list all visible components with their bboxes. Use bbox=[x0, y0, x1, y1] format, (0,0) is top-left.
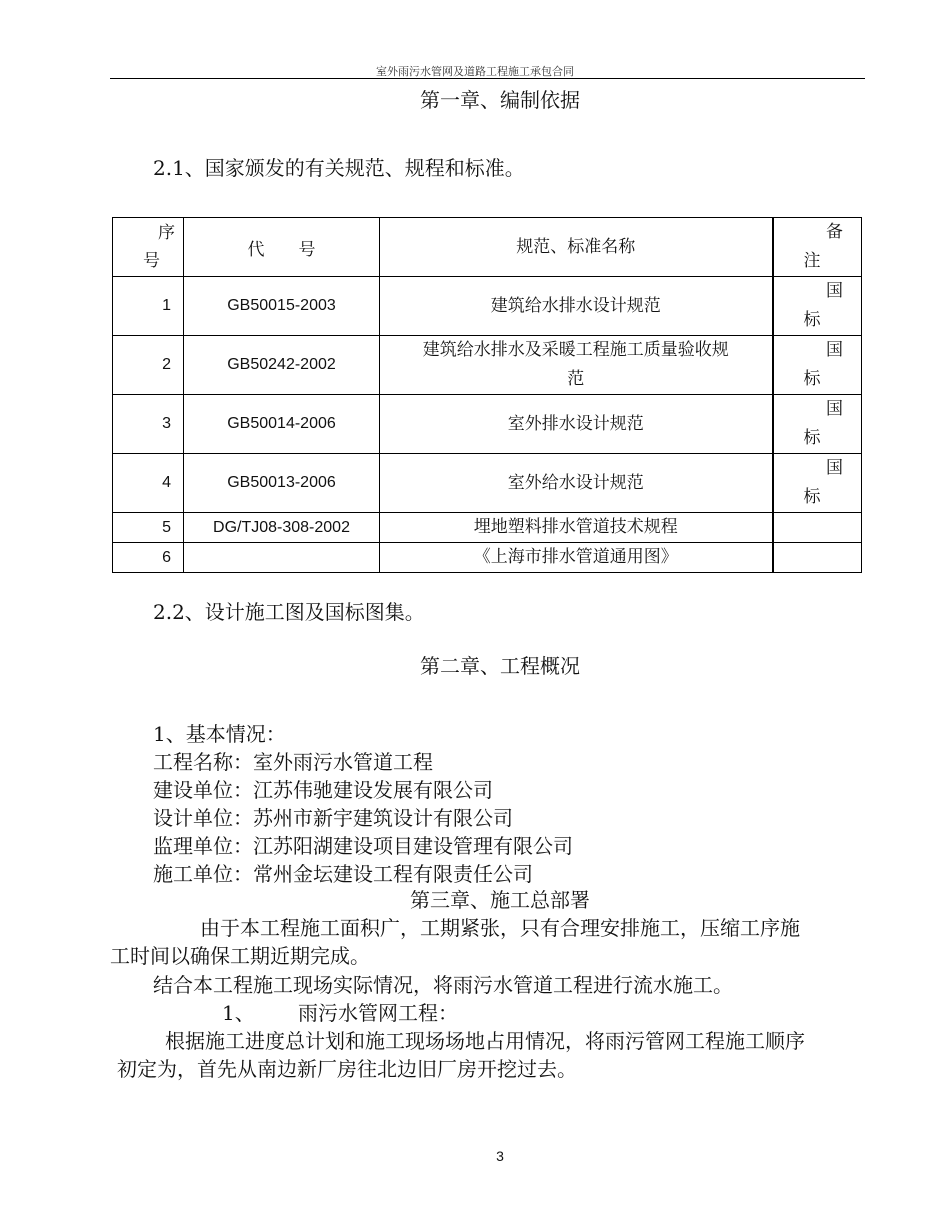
row-note-line1: 国 bbox=[826, 281, 843, 301]
row-note-line2: 标 bbox=[803, 369, 821, 389]
construction-unit: 施工单位：常州金坛建设工程有限责任公司 bbox=[153, 862, 533, 886]
table-row bbox=[113, 513, 862, 543]
page-number: 3 bbox=[496, 1148, 504, 1164]
header-name: 规范、标准名称 bbox=[380, 218, 773, 277]
row-code bbox=[184, 543, 380, 573]
row-num: 5 bbox=[113, 513, 184, 543]
para3-line2: 初定为，首先从南边新厂房往北边旧厂房开挖过去。 bbox=[117, 1057, 577, 1081]
standards-table bbox=[112, 217, 862, 573]
row-code: GB50015-2003 bbox=[184, 277, 380, 336]
table-row bbox=[113, 277, 862, 336]
row-note bbox=[773, 513, 862, 543]
project-name: 工程名称：室外雨污水管道工程 bbox=[153, 750, 433, 774]
row-name: 室外给水设计规范 bbox=[380, 454, 773, 513]
section-2-2: 2.2、设计施工图及国标图集。 bbox=[153, 600, 425, 624]
row-note bbox=[773, 543, 862, 573]
para3-line1: 根据施工进度总计划和施工现场场地占用情况，将雨污管网工程施工顺序 bbox=[165, 1029, 805, 1053]
row-num: 4 bbox=[113, 454, 184, 513]
row-name: 室外排水设计规范 bbox=[380, 395, 773, 454]
table-row bbox=[113, 454, 862, 513]
header-num-line2: 号 bbox=[143, 251, 160, 271]
header-num bbox=[113, 218, 184, 277]
supervision-unit: 监理单位：江苏阳湖建设项目建设管理有限公司 bbox=[153, 834, 573, 858]
row-name: 建筑给水排水设计规范 bbox=[380, 277, 773, 336]
row-code: GB50014-2006 bbox=[184, 395, 380, 454]
header-rule bbox=[110, 78, 865, 79]
row-num: 1 bbox=[113, 277, 184, 336]
design-unit: 设计单位：苏州市新宇建筑设计有限公司 bbox=[153, 806, 513, 830]
table-row bbox=[113, 336, 862, 395]
row-num: 3 bbox=[113, 395, 184, 454]
chapter-2-title: 第二章、工程概况 bbox=[420, 654, 580, 678]
header-note-line2: 注 bbox=[803, 251, 821, 271]
table-row bbox=[113, 543, 862, 573]
row-name bbox=[380, 336, 773, 395]
header-num-line1: 序 bbox=[158, 223, 175, 243]
row-code: DG/TJ08-308-2002 bbox=[184, 513, 380, 543]
row-note-line2: 标 bbox=[803, 428, 821, 448]
row-name-line1: 建筑给水排水及采暖工程施工质量验收规 bbox=[422, 340, 729, 360]
row-num: 2 bbox=[113, 336, 184, 395]
row-note-line1: 国 bbox=[826, 458, 843, 478]
table-row bbox=[113, 395, 862, 454]
row-note bbox=[773, 395, 862, 454]
running-header: 室外雨污水管网及道路工程施工承包合同 bbox=[376, 65, 574, 78]
row-code: GB50013-2006 bbox=[184, 454, 380, 513]
header-code: 代 号 bbox=[184, 218, 380, 277]
row-note-line1: 国 bbox=[826, 399, 843, 419]
row-name: 埋地塑料排水管道技术规程 bbox=[380, 513, 773, 543]
owner-unit: 建设单位：江苏伟驰建设发展有限公司 bbox=[153, 778, 493, 802]
table-header-row bbox=[113, 218, 862, 277]
row-code: GB50242-2002 bbox=[184, 336, 380, 395]
chapter-3-title: 第三章、施工总部署 bbox=[410, 888, 590, 912]
row-name-line2: 范 bbox=[567, 369, 585, 389]
row-num: 6 bbox=[113, 543, 184, 573]
row-note bbox=[773, 277, 862, 336]
para2: 结合本工程施工现场实际情况，将雨污水管道工程进行流水施工。 bbox=[153, 973, 733, 997]
row-note bbox=[773, 336, 862, 395]
para1-line2: 工时间以确保工期近期完成。 bbox=[110, 944, 370, 968]
row-note bbox=[773, 454, 862, 513]
row-note-line1: 国 bbox=[826, 340, 843, 360]
item1-title: 雨污水管网工程： bbox=[298, 1001, 458, 1025]
row-note-line2: 标 bbox=[803, 310, 821, 330]
row-note-line2: 标 bbox=[803, 487, 821, 507]
chapter-1-title: 第一章、编制依据 bbox=[420, 88, 580, 112]
para1-line1: 由于本工程施工面积广，工期紧张，只有合理安排施工，压缩工序施 bbox=[200, 916, 800, 940]
header-note bbox=[773, 218, 862, 277]
basic-info-heading: 1、基本情况： bbox=[153, 722, 286, 746]
row-name: 《上海市排水管道通用图》 bbox=[380, 543, 773, 573]
section-2-1: 2.1、国家颁发的有关规范、规程和标准。 bbox=[153, 156, 525, 180]
item1-number: 1、 bbox=[222, 1001, 255, 1025]
header-note-line1: 备 bbox=[826, 222, 843, 242]
